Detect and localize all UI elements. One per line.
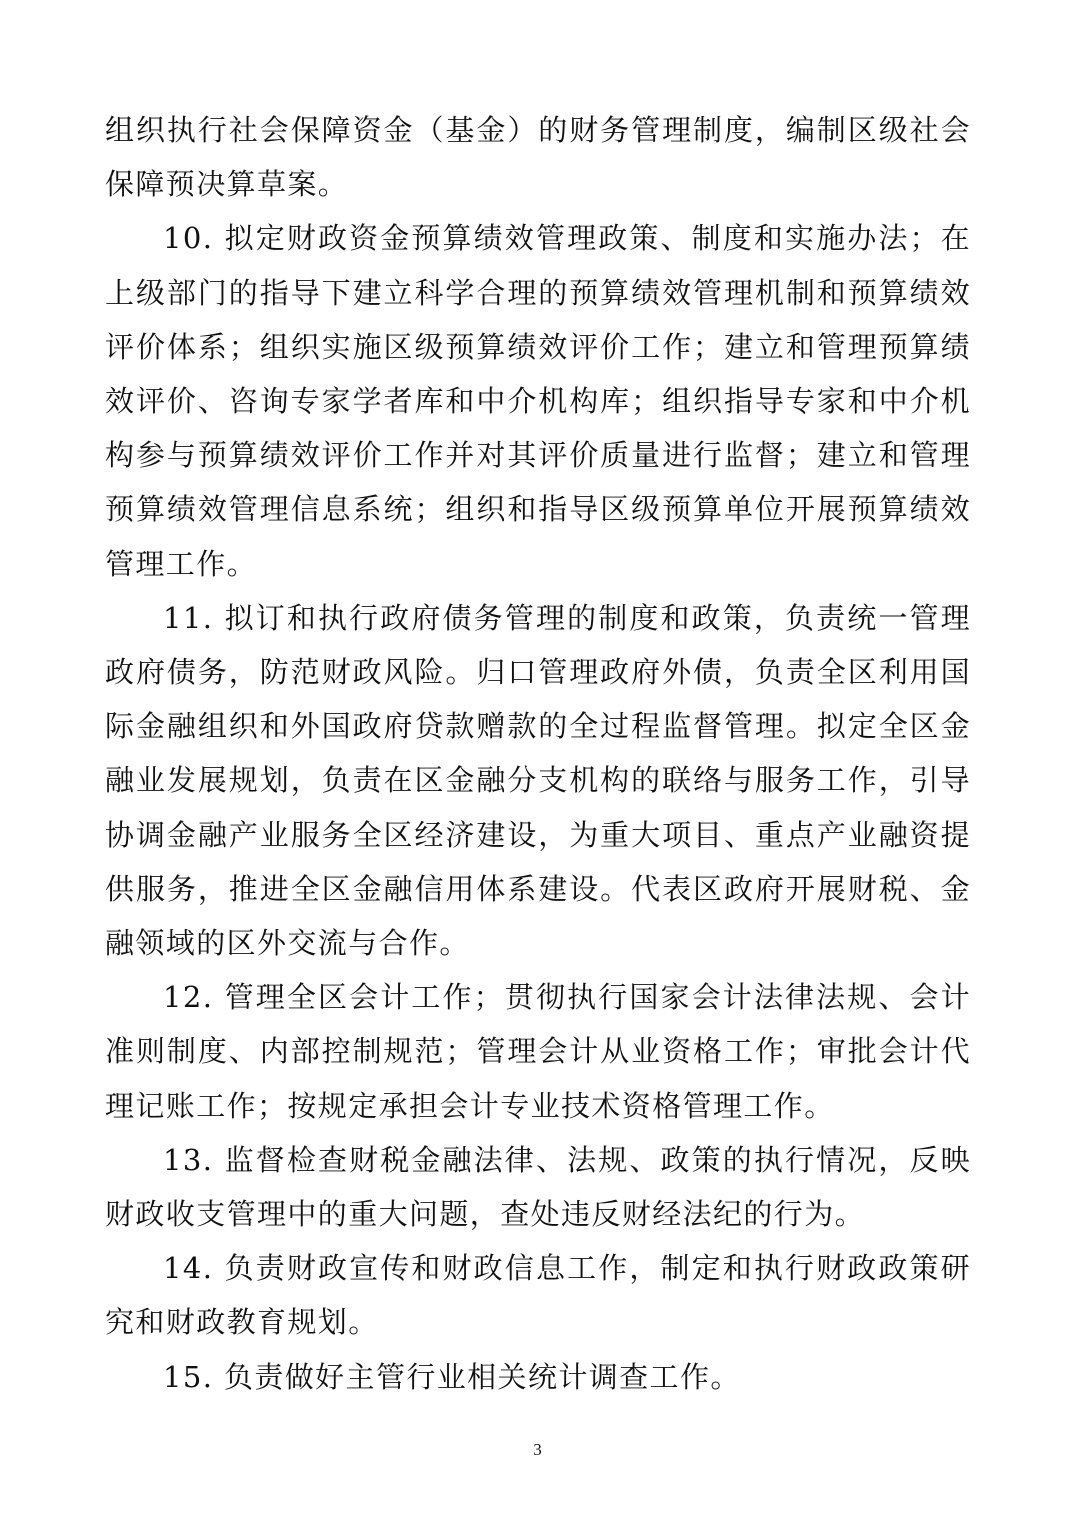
paragraph-item-10: 10. 拟定财政资金预算绩效管理政策、制度和实施办法；在上级部门的指导下建立科学合理的预算绩效管理机制和预算绩效评价体系；组织实施区级预算绩效评价工作；建立和管理预算绩效评价、咨询专家学者库和中介机构库；组织指导专家和中介机构参与预算绩效评价工作并对其评价质量进行监督；建立和管理预算绩效管理信息系统；组织和指导区级预算单位开展预算绩效管理工作。 <box>105 221 971 581</box>
paragraph-item-14: 14. 负责财政宣传和财政信息工作，制定和执行财政政策研究和财政教育规划。 <box>105 1251 971 1340</box>
paragraph-item-12: 12. 管理全区会计工作；贯彻执行国家会计法律法规、会计准则制度、内部控制规范；管理会计从业资格工作；审批会计代理记账工作；按规定承担会计专业技术资格管理工作。 <box>105 980 971 1123</box>
paragraph-continuation: 组织执行社会保障资金（基金）的财务管理制度，编制区级社会保障预决算草案。 <box>105 113 971 202</box>
paragraph-item-13: 13. 监督检查财税金融法律、法规、政策的执行情况，反映财政收支管理中的重大问题，查处违反财经法纪的行为。 <box>105 1142 971 1232</box>
document-body <box>105 103 971 1404</box>
paragraph-item-15: 15. 负责做好主管行业相关统计调查工作。 <box>163 1359 741 1394</box>
page-number: 3 <box>533 1440 542 1459</box>
paragraph-item-11: 11. 拟订和执行政府债务管理的制度和政策，负责统一管理政府债务，防范财政风险。归口管理政府外债，负责全区利用国际金融组织和外国政府贷款赠款的全过程监督管理。拟定全区金融业发展规划，负责在区金融分支机构的联络与服务工作，引导协调金融产业服务全区经济建设，为重大项目、重点产业融资提供服务，推进全区金融信用体系建设。代表区政府开展财税、金融领域的区外交流与合作。 <box>105 600 971 961</box>
